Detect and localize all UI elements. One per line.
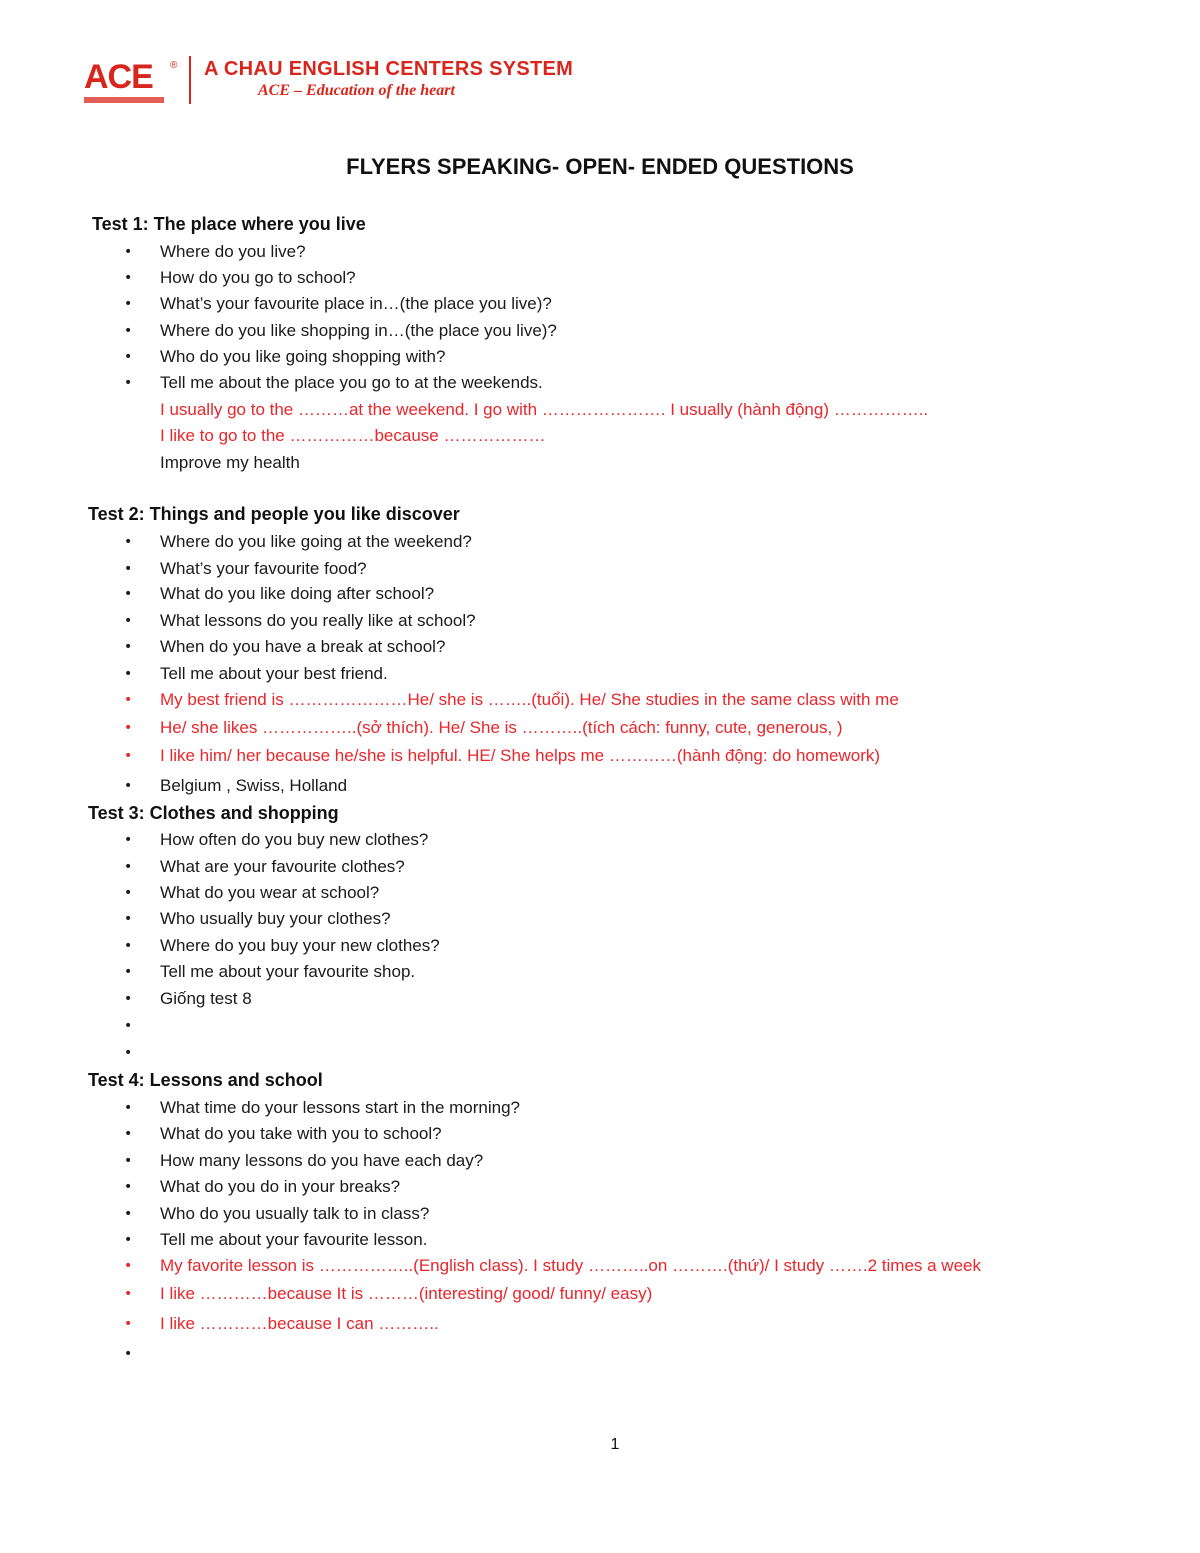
- question-line: What do you like doing after school?: [160, 584, 435, 603]
- letterhead: [84, 54, 684, 106]
- bullet-icon: •: [124, 991, 133, 1007]
- bullet-icon: •: [124, 1045, 133, 1061]
- section-heading: Test 4: Lessons and school: [88, 1070, 323, 1090]
- bullet-icon: •: [124, 1018, 133, 1034]
- bullet-icon: •: [124, 270, 133, 286]
- bullet-icon: •: [124, 911, 133, 927]
- question-line: Tell me about the place you go to at the weekends.: [160, 373, 543, 392]
- question-line: What lessons do you really like at school?: [160, 611, 476, 630]
- bullet-icon: •: [124, 1153, 133, 1169]
- question-line: Where do you buy your new clothes?: [160, 936, 440, 955]
- bullet-icon: •: [124, 323, 133, 339]
- bullet-icon: •: [124, 964, 133, 980]
- answer-template-line: I like …………because It is ………(interesting/ good/ funny/ easy): [160, 1284, 653, 1303]
- bullet-icon: •: [124, 778, 133, 794]
- question-line: What time do your lessons start in the morning?: [160, 1098, 520, 1117]
- bullet-icon: •: [124, 1100, 133, 1116]
- logo-text: ACE: [84, 58, 153, 96]
- answer-template-line: I usually go to the ………at the weekend. I go with …………………. I usually (hành động) ……………..: [160, 400, 929, 419]
- bullet-icon: •: [124, 349, 133, 365]
- question-line: Who usually buy your clothes?: [160, 909, 391, 928]
- question-line: How often do you buy new clothes?: [160, 830, 429, 849]
- bullet-icon: •: [124, 375, 133, 391]
- bullet-icon: •: [124, 296, 133, 312]
- bullet-icon: •: [124, 720, 133, 736]
- bullet-icon: •: [124, 534, 133, 550]
- bullet-icon: •: [124, 1346, 133, 1362]
- bullet-icon: •: [124, 1258, 133, 1274]
- bullet-icon: •: [124, 748, 133, 764]
- section-heading: Test 3: Clothes and shopping: [88, 803, 339, 823]
- question-line: When do you have a break at school?: [160, 637, 446, 656]
- bullet-icon: •: [124, 1206, 133, 1222]
- ace-logo: [84, 58, 184, 104]
- header-divider: [189, 56, 191, 104]
- bullet-icon: •: [124, 244, 133, 260]
- bullet-icon: •: [124, 1179, 133, 1195]
- question-line: Belgium , Swiss, Holland: [160, 776, 348, 795]
- bullet-icon: •: [124, 832, 133, 848]
- question-line: Where do you like shopping in…(the place you live)?: [160, 321, 557, 340]
- question-line: How many lessons do you have each day?: [160, 1151, 484, 1170]
- brand-tagline: ACE – Education of the heart: [258, 82, 455, 99]
- question-line: What do you take with you to school?: [160, 1124, 442, 1143]
- bullet-icon: •: [124, 885, 133, 901]
- question-line: Who do you like going shopping with?: [160, 347, 446, 366]
- question-line: What are your favourite clothes?: [160, 857, 405, 876]
- bullet-icon: •: [124, 938, 133, 954]
- bullet-icon: •: [124, 613, 133, 629]
- section-heading: Test 1: The place where you live: [92, 214, 366, 234]
- page-number: 1: [610, 1436, 620, 1453]
- bullet-icon: •: [124, 1232, 133, 1248]
- question-line: What’s your favourite place in…(the place you live)?: [160, 294, 552, 313]
- bullet-icon: •: [124, 692, 133, 708]
- question-line: What’s your favourite food?: [160, 559, 367, 578]
- question-line: What do you wear at school?: [160, 883, 380, 902]
- bullet-icon: •: [124, 1286, 133, 1302]
- question-line: Tell me about your favourite shop.: [160, 962, 416, 981]
- logo-underline: [84, 97, 164, 103]
- registered-mark: ®: [170, 60, 178, 71]
- section-heading: Test 2: Things and people you like discover: [88, 504, 460, 524]
- bullet-icon: •: [124, 859, 133, 875]
- question-line: Improve my health: [160, 453, 300, 472]
- bullet-icon: •: [124, 1126, 133, 1142]
- brand-title: A CHAU ENGLISH CENTERS SYSTEM: [204, 58, 574, 80]
- bullet-icon: •: [124, 666, 133, 682]
- question-line: How do you go to school?: [160, 268, 356, 287]
- answer-template-line: He/ she likes ……………..(sở thích). He/ She is ………..(tích cách: funny, cute, generous, ): [160, 718, 843, 737]
- question-line: Where do you live?: [160, 242, 306, 261]
- bullet-icon: •: [124, 561, 133, 577]
- question-line: Giống test 8: [160, 989, 252, 1008]
- answer-template-line: I like to go to the ……………because ………………: [160, 426, 546, 445]
- bullet-icon: •: [124, 1316, 133, 1332]
- answer-template-line: My favorite lesson is ……………..(English class). I study ………..on ……….(thứ)/ I study …….2 times a week: [160, 1256, 981, 1275]
- bullet-icon: •: [124, 639, 133, 655]
- question-line: What do you do in your breaks?: [160, 1177, 401, 1196]
- answer-template-line: I like …………because I can ………..: [160, 1314, 439, 1333]
- question-line: Where do you like going at the weekend?: [160, 532, 472, 551]
- question-line: Tell me about your favourite lesson.: [160, 1230, 428, 1249]
- bullet-icon: •: [124, 586, 133, 602]
- answer-template-line: My best friend is …………………He/ she is ……..(tuổi). He/ She studies in the same class with me: [160, 690, 899, 709]
- answer-template-line: I like him/ her because he/she is helpful. HE/ She helps me …………(hành động: do homework): [160, 746, 881, 765]
- question-line: Tell me about your best friend.: [160, 664, 388, 683]
- document-title: FLYERS SPEAKING- OPEN- ENDED QUESTIONS: [346, 154, 854, 179]
- question-line: Who do you usually talk to in class?: [160, 1204, 430, 1223]
